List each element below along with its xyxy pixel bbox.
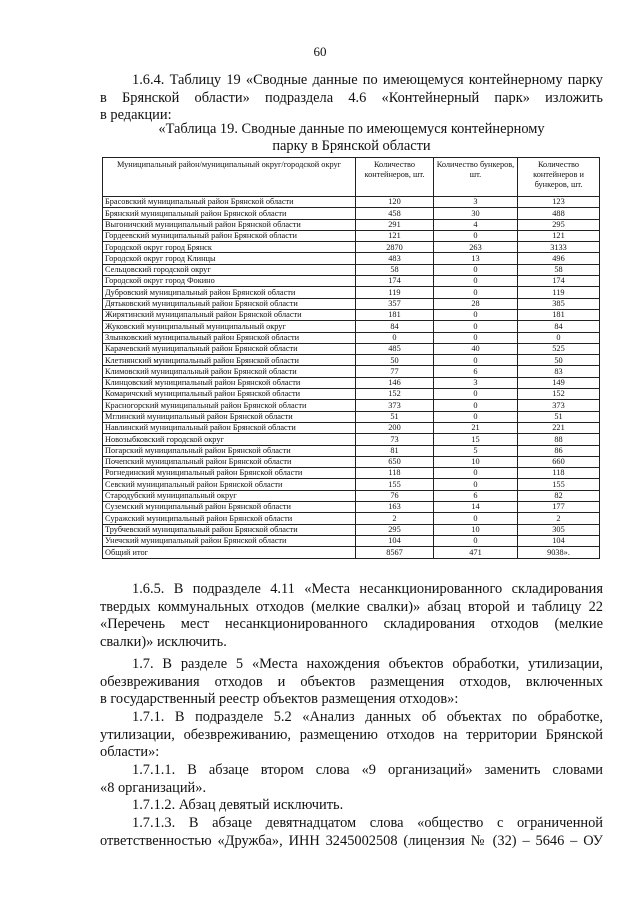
cell-total: 3133	[518, 242, 600, 253]
paragraph-1-7	[100, 656, 603, 709]
table-row	[103, 230, 600, 241]
cell-district: Суземский муниципальный район Брянской области	[103, 502, 356, 513]
header-district: Муниципальный район/муниципальный округ/городской округ	[103, 158, 356, 197]
cell-containers: 146	[356, 377, 434, 388]
cell-containers: 121	[356, 230, 434, 241]
cell-bunkers: 15	[434, 434, 518, 445]
cell-district: Выгоничский муниципальный район Брянской области	[103, 219, 356, 230]
cell-containers: 2	[356, 513, 434, 524]
cell-containers: 0	[356, 332, 434, 343]
cell-total: 385	[518, 298, 600, 309]
paragraph-1-6-4	[100, 72, 603, 125]
table-row	[103, 276, 600, 287]
cell-district: Брянский муниципальный район Брянской области	[103, 208, 356, 219]
cell-district: Жирятинский муниципальный район Брянской области	[103, 309, 356, 320]
cell-district: Навлинский муниципальный район Брянской области	[103, 422, 356, 433]
cell-containers: 120	[356, 197, 434, 208]
cell-district: Мглинский муниципальный район Брянской области	[103, 411, 356, 422]
table-row	[103, 434, 600, 445]
cell-total: 295	[518, 219, 600, 230]
table-row	[103, 456, 600, 467]
text-line: утилизации, обезвреживанию, размещению отходов на территории Брянской	[100, 726, 603, 743]
cell-bunkers: 4	[434, 219, 518, 230]
text-line: области»:	[100, 744, 160, 761]
page-number: 60	[313, 44, 327, 59]
cell-bunkers: 0	[434, 411, 518, 422]
cell-district: Карачевский муниципальный район Брянской области	[103, 343, 356, 354]
cell-total: 149	[518, 377, 600, 388]
cell-containers: 76	[356, 490, 434, 501]
cell-bunkers: 10	[434, 524, 518, 535]
table-row	[103, 502, 600, 513]
cell-total: 9038».	[518, 547, 600, 558]
cell-containers: 58	[356, 264, 434, 275]
table-row	[103, 355, 600, 366]
cell-containers: 84	[356, 321, 434, 332]
text-line: свалки)» исключить.	[100, 633, 227, 650]
cell-containers: 118	[356, 468, 434, 479]
table-row	[103, 264, 600, 275]
cell-bunkers: 10	[434, 456, 518, 467]
cell-total: 119	[518, 287, 600, 298]
text-line: «Перечень мест несанкционированного складирования отходов (мелкие	[100, 616, 603, 633]
cell-district: Новозыбковский городской округ	[103, 434, 356, 445]
cell-bunkers: 0	[434, 264, 518, 275]
cell-district: Клетнянский муниципальный район Брянской области	[103, 355, 356, 366]
text-line: «8 организаций».	[100, 779, 207, 796]
cell-containers: 104	[356, 535, 434, 546]
cell-total: 177	[518, 502, 600, 513]
cell-total: 152	[518, 389, 600, 400]
cell-containers: 174	[356, 276, 434, 287]
table-header-row	[103, 158, 600, 197]
text-line: 1.7.1.3. В абзаце девятнадцатом слова «общество с ограниченной	[132, 815, 603, 831]
cell-total: 181	[518, 309, 600, 320]
cell-total: 373	[518, 400, 600, 411]
cell-bunkers: 263	[434, 242, 518, 253]
text-line: 1.6.5. В подразделе 4.11 «Места несанкционированного складирования	[132, 581, 603, 597]
cell-containers: 51	[356, 411, 434, 422]
cell-bunkers: 0	[434, 287, 518, 298]
cell-bunkers: 0	[434, 309, 518, 320]
header-total: Количество контейнеров и бункеров, шт.	[518, 158, 600, 197]
cell-containers: 119	[356, 287, 434, 298]
cell-total: 86	[518, 445, 600, 456]
text-line: в редакции:	[100, 107, 172, 124]
cell-containers: 357	[356, 298, 434, 309]
header-containers: Количество контейнеров, шт.	[356, 158, 434, 197]
cell-total: 50	[518, 355, 600, 366]
cell-bunkers: 3	[434, 197, 518, 208]
table-row	[103, 422, 600, 433]
table-row	[103, 411, 600, 422]
cell-total: 121	[518, 230, 600, 241]
cell-containers: 163	[356, 502, 434, 513]
cell-bunkers: 0	[434, 513, 518, 524]
cell-containers: 458	[356, 208, 434, 219]
cell-total: 88	[518, 434, 600, 445]
cell-total: 0	[518, 332, 600, 343]
table-row	[103, 242, 600, 253]
cell-district: Дятьковский муниципальный район Брянской области	[103, 298, 356, 309]
cell-containers: 152	[356, 389, 434, 400]
cell-district: Дубровский муниципальный район Брянской области	[103, 287, 356, 298]
cell-total: 58	[518, 264, 600, 275]
cell-bunkers: 471	[434, 547, 518, 558]
cell-bunkers: 3	[434, 377, 518, 388]
text-line: обезвреживания отходов и объектов размещения отходов, включенных	[100, 673, 603, 690]
table-row	[103, 513, 600, 524]
container-table	[102, 157, 600, 559]
cell-district: Стародубский муниципальный округ	[103, 490, 356, 501]
cell-containers: 50	[356, 355, 434, 366]
cell-district: Городской округ город Брянск	[103, 242, 356, 253]
cell-district: Унечский муниципальный район Брянской области	[103, 535, 356, 546]
cell-containers: 650	[356, 456, 434, 467]
cell-district: Сельцовский городской округ	[103, 264, 356, 275]
cell-total: 104	[518, 535, 600, 546]
cell-district: Красногорский муниципальный район Брянской области	[103, 400, 356, 411]
table-row	[103, 208, 600, 219]
cell-containers: 77	[356, 366, 434, 377]
paragraph-1-7-1-3	[100, 815, 603, 850]
paragraph-1-7-1-2	[100, 797, 603, 815]
table-row	[103, 332, 600, 343]
cell-district: Злынковский муниципальный район Брянской области	[103, 332, 356, 343]
table-row	[103, 298, 600, 309]
caption-line: парку в Брянской области	[272, 138, 431, 154]
cell-bunkers: 5	[434, 445, 518, 456]
table-row	[103, 468, 600, 479]
cell-bunkers: 6	[434, 490, 518, 501]
table-row	[103, 309, 600, 320]
cell-district: Гордеевский муниципальный район Брянской области	[103, 230, 356, 241]
caption-line: «Таблица 19. Сводные данные по имеющемуся контейнерному	[158, 121, 545, 137]
cell-bunkers: 0	[434, 535, 518, 546]
paragraph-1-6-5	[100, 581, 603, 651]
cell-bunkers: 0	[434, 230, 518, 241]
table-row	[103, 253, 600, 264]
paragraph-1-7-1-1	[100, 762, 603, 797]
table-row	[103, 400, 600, 411]
text-line: в Брянской области» подраздела 4.6 «Контейнерный парк» изложить	[100, 89, 603, 106]
table-row	[103, 366, 600, 377]
cell-containers: 485	[356, 343, 434, 354]
cell-total: 2	[518, 513, 600, 524]
cell-containers: 2870	[356, 242, 434, 253]
cell-bunkers: 0	[434, 389, 518, 400]
cell-district: Городской округ город Фокино	[103, 276, 356, 287]
table-row	[103, 535, 600, 546]
table-row	[103, 479, 600, 490]
text-line: ответственностью «Дружба», ИНН 3245002508 (лицензия № (32) – 5646 – ОУ	[100, 832, 603, 849]
table-caption	[100, 121, 603, 155]
cell-containers: 200	[356, 422, 434, 433]
header-bunkers: Количество бункеров, шт.	[434, 158, 518, 197]
cell-total: 84	[518, 321, 600, 332]
cell-bunkers: 6	[434, 366, 518, 377]
paragraph-1-7-1	[100, 709, 603, 762]
cell-bunkers: 30	[434, 208, 518, 219]
text-line: 1.6.4. Таблицу 19 «Сводные данные по имеющемуся контейнерному парку	[132, 72, 603, 88]
cell-containers: 181	[356, 309, 434, 320]
cell-bunkers: 0	[434, 276, 518, 287]
table-row	[103, 287, 600, 298]
cell-bunkers: 14	[434, 502, 518, 513]
cell-total: 118	[518, 468, 600, 479]
cell-total: 525	[518, 343, 600, 354]
cell-containers: 155	[356, 479, 434, 490]
cell-district: Городской округ город Клинцы	[103, 253, 356, 264]
cell-total: 496	[518, 253, 600, 264]
cell-district: Клинцовский муниципальный район Брянской области	[103, 377, 356, 388]
cell-district: Общий итог	[103, 547, 356, 558]
cell-bunkers: 40	[434, 343, 518, 354]
table-row	[103, 219, 600, 230]
cell-total: 488	[518, 208, 600, 219]
table-row	[103, 377, 600, 388]
cell-containers: 8567	[356, 547, 434, 558]
cell-total: 660	[518, 456, 600, 467]
text-line: 1.7.1. В подразделе 5.2 «Анализ данных об объектах по обработке,	[132, 709, 603, 725]
cell-district: Жуковский муниципальный муниципальный округ	[103, 321, 356, 332]
cell-containers: 73	[356, 434, 434, 445]
cell-containers: 81	[356, 445, 434, 456]
text-line: 1.7.1.1. В абзаце втором слова «9 организаций» заменить словами	[132, 762, 603, 778]
cell-district: Погарский муниципальный район Брянской области	[103, 445, 356, 456]
cell-bunkers: 0	[434, 355, 518, 366]
cell-district: Почепский муниципальный район Брянской области	[103, 456, 356, 467]
cell-district: Комаричский муниципальный район Брянской области	[103, 389, 356, 400]
cell-bunkers: 0	[434, 321, 518, 332]
cell-containers: 483	[356, 253, 434, 264]
cell-total: 83	[518, 366, 600, 377]
table-row	[103, 524, 600, 535]
cell-bunkers: 28	[434, 298, 518, 309]
cell-containers: 291	[356, 219, 434, 230]
table-row	[103, 389, 600, 400]
cell-total: 123	[518, 197, 600, 208]
cell-district: Климовский муниципальный район Брянской области	[103, 366, 356, 377]
cell-district: Рогнединский муниципальный район Брянской области	[103, 468, 356, 479]
cell-bunkers: 0	[434, 468, 518, 479]
cell-bunkers: 0	[434, 332, 518, 343]
cell-total: 174	[518, 276, 600, 287]
table-row	[103, 490, 600, 501]
text-line: в государственный реестр объектов размещения отходов»:	[100, 691, 459, 708]
table-row	[103, 197, 600, 208]
cell-containers: 373	[356, 400, 434, 411]
text-line: твердых коммунальных отходов (мелкие свалки)» абзац второй и таблицу 22	[100, 598, 603, 615]
cell-total: 155	[518, 479, 600, 490]
table-row	[103, 321, 600, 332]
cell-total: 221	[518, 422, 600, 433]
cell-bunkers: 0	[434, 400, 518, 411]
cell-total: 51	[518, 411, 600, 422]
table-row	[103, 547, 600, 558]
table-row	[103, 343, 600, 354]
cell-district: Севский муниципальный район Брянской области	[103, 479, 356, 490]
cell-containers: 295	[356, 524, 434, 535]
cell-bunkers: 21	[434, 422, 518, 433]
cell-district: Суражский муниципальный район Брянской области	[103, 513, 356, 524]
cell-bunkers: 13	[434, 253, 518, 264]
cell-total: 305	[518, 524, 600, 535]
text-line: 1.7.1.2. Абзац девятый исключить.	[132, 797, 344, 813]
table-row	[103, 445, 600, 456]
cell-total: 82	[518, 490, 600, 501]
cell-district: Трубчевский муниципальный район Брянской области	[103, 524, 356, 535]
cell-district: Брасовский муниципальный район Брянской области	[103, 197, 356, 208]
text-line: 1.7. В разделе 5 «Места нахождения объектов обработки, утилизации,	[132, 656, 603, 672]
cell-bunkers: 0	[434, 479, 518, 490]
